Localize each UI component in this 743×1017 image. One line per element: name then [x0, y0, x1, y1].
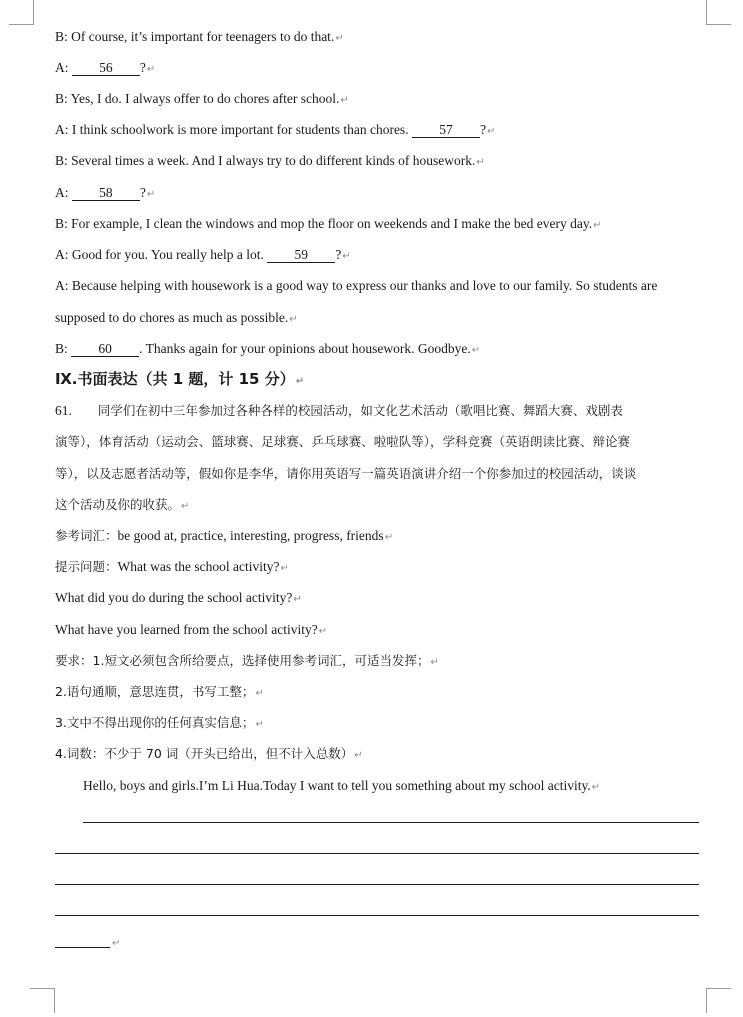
- dialogue-line-5: B: Several times a week. And I always try to do different kinds of housework.↵: [55, 153, 485, 168]
- dialogue-line-6: A: 58 ?↵: [55, 185, 156, 200]
- blank-58[interactable]: 58: [72, 185, 140, 201]
- corner-mark-bottom-left: [30, 988, 55, 1013]
- dialogue-line-3: B: Yes, I do. I always offer to do chores after school.↵: [55, 91, 349, 106]
- essay-opening: Hello, boys and girls.I’m Li Hua.Today I want to tell you something about my school activity.↵: [83, 778, 601, 793]
- blank-56[interactable]: 56: [72, 60, 140, 76]
- blank-60[interactable]: 60: [71, 341, 139, 357]
- question-61-line-1: 61. 同学们在初中三年参加过各种各样的校园活动，如文化艺术活动（歌唱比赛、舞蹈大赛、戏剧表: [55, 403, 623, 418]
- writing-line-3[interactable]: [55, 884, 699, 885]
- writing-line-2[interactable]: [55, 853, 699, 854]
- question-number: 61.: [55, 403, 72, 418]
- reference-vocabulary: 参考词汇：be good at, practice, interesting, progress, friends↵: [55, 528, 394, 543]
- writing-line-4[interactable]: [55, 915, 699, 916]
- dialogue-line-4: A: I think schoolwork is more important for students than chores. 57 ?↵: [55, 122, 496, 137]
- question-61-line-4: 这个活动及你的收获。↵: [55, 497, 190, 512]
- final-return-mark: ↵: [112, 938, 121, 949]
- writing-line-5[interactable]: [55, 947, 110, 948]
- dialogue-line-9a: A: Because helping with housework is a good way to express our thanks and love to our family. So students are: [55, 278, 658, 293]
- dialogue-line-1: B: Of course, it’s important for teenagers to do that.↵: [55, 29, 344, 44]
- dialogue-line-9b: supposed to do chores as much as possible.↵: [55, 310, 298, 325]
- dialogue-line-10: B: 60 . Thanks again for your opinions about housework. Goodbye.↵: [55, 341, 481, 356]
- prompt-question-1: 提示问题：What was the school activity?↵: [55, 559, 289, 574]
- corner-mark-bottom-right: [706, 988, 731, 1013]
- question-61-line-2: 演等），体育活动（运动会、篮球赛、足球赛、乒乓球赛、啦啦队等），学科竞赛（英语朗读比赛、辩论赛: [55, 434, 631, 449]
- prompt-question-2: What did you do during the school activity?↵: [55, 590, 302, 605]
- corner-mark-top-right: [706, 0, 731, 25]
- writing-line-1[interactable]: [83, 822, 699, 823]
- question-61-line-3: 等），以及志愿者活动等，假如你是李华，请你用英语写一篇英语演讲介绍一个你参加过的校园活动，谈谈: [55, 466, 637, 481]
- dialogue-line-2: A: 56 ?↵: [55, 60, 156, 75]
- blank-59[interactable]: 59: [267, 247, 335, 263]
- blank-57[interactable]: 57: [412, 122, 480, 138]
- dialogue-line-7: B: For example, I clean the windows and mop the floor on weekends and I make the bed every day.↵: [55, 216, 602, 231]
- requirement-4: 4.词数：不少于 70 词（开头已给出，但不计入总数）↵: [55, 746, 363, 761]
- section-heading: Ⅸ.书面表达（共 1 题，计 15 分）↵: [55, 370, 305, 388]
- prompt-question-3: What have you learned from the school activity?↵: [55, 622, 328, 637]
- requirement-3: 3.文中不得出现你的任何真实信息；↵: [55, 715, 264, 730]
- requirement-2: 2.语句通顺，意思连贯，书写工整；↵: [55, 684, 264, 699]
- corner-mark-top-left: [9, 0, 34, 25]
- requirement-1: 要求：1.短文必须包含所给要点，选择使用参考词汇，可适当发挥；↵: [55, 653, 439, 668]
- dialogue-line-8: A: Good for you. You really help a lot. 59 ?↵: [55, 247, 351, 262]
